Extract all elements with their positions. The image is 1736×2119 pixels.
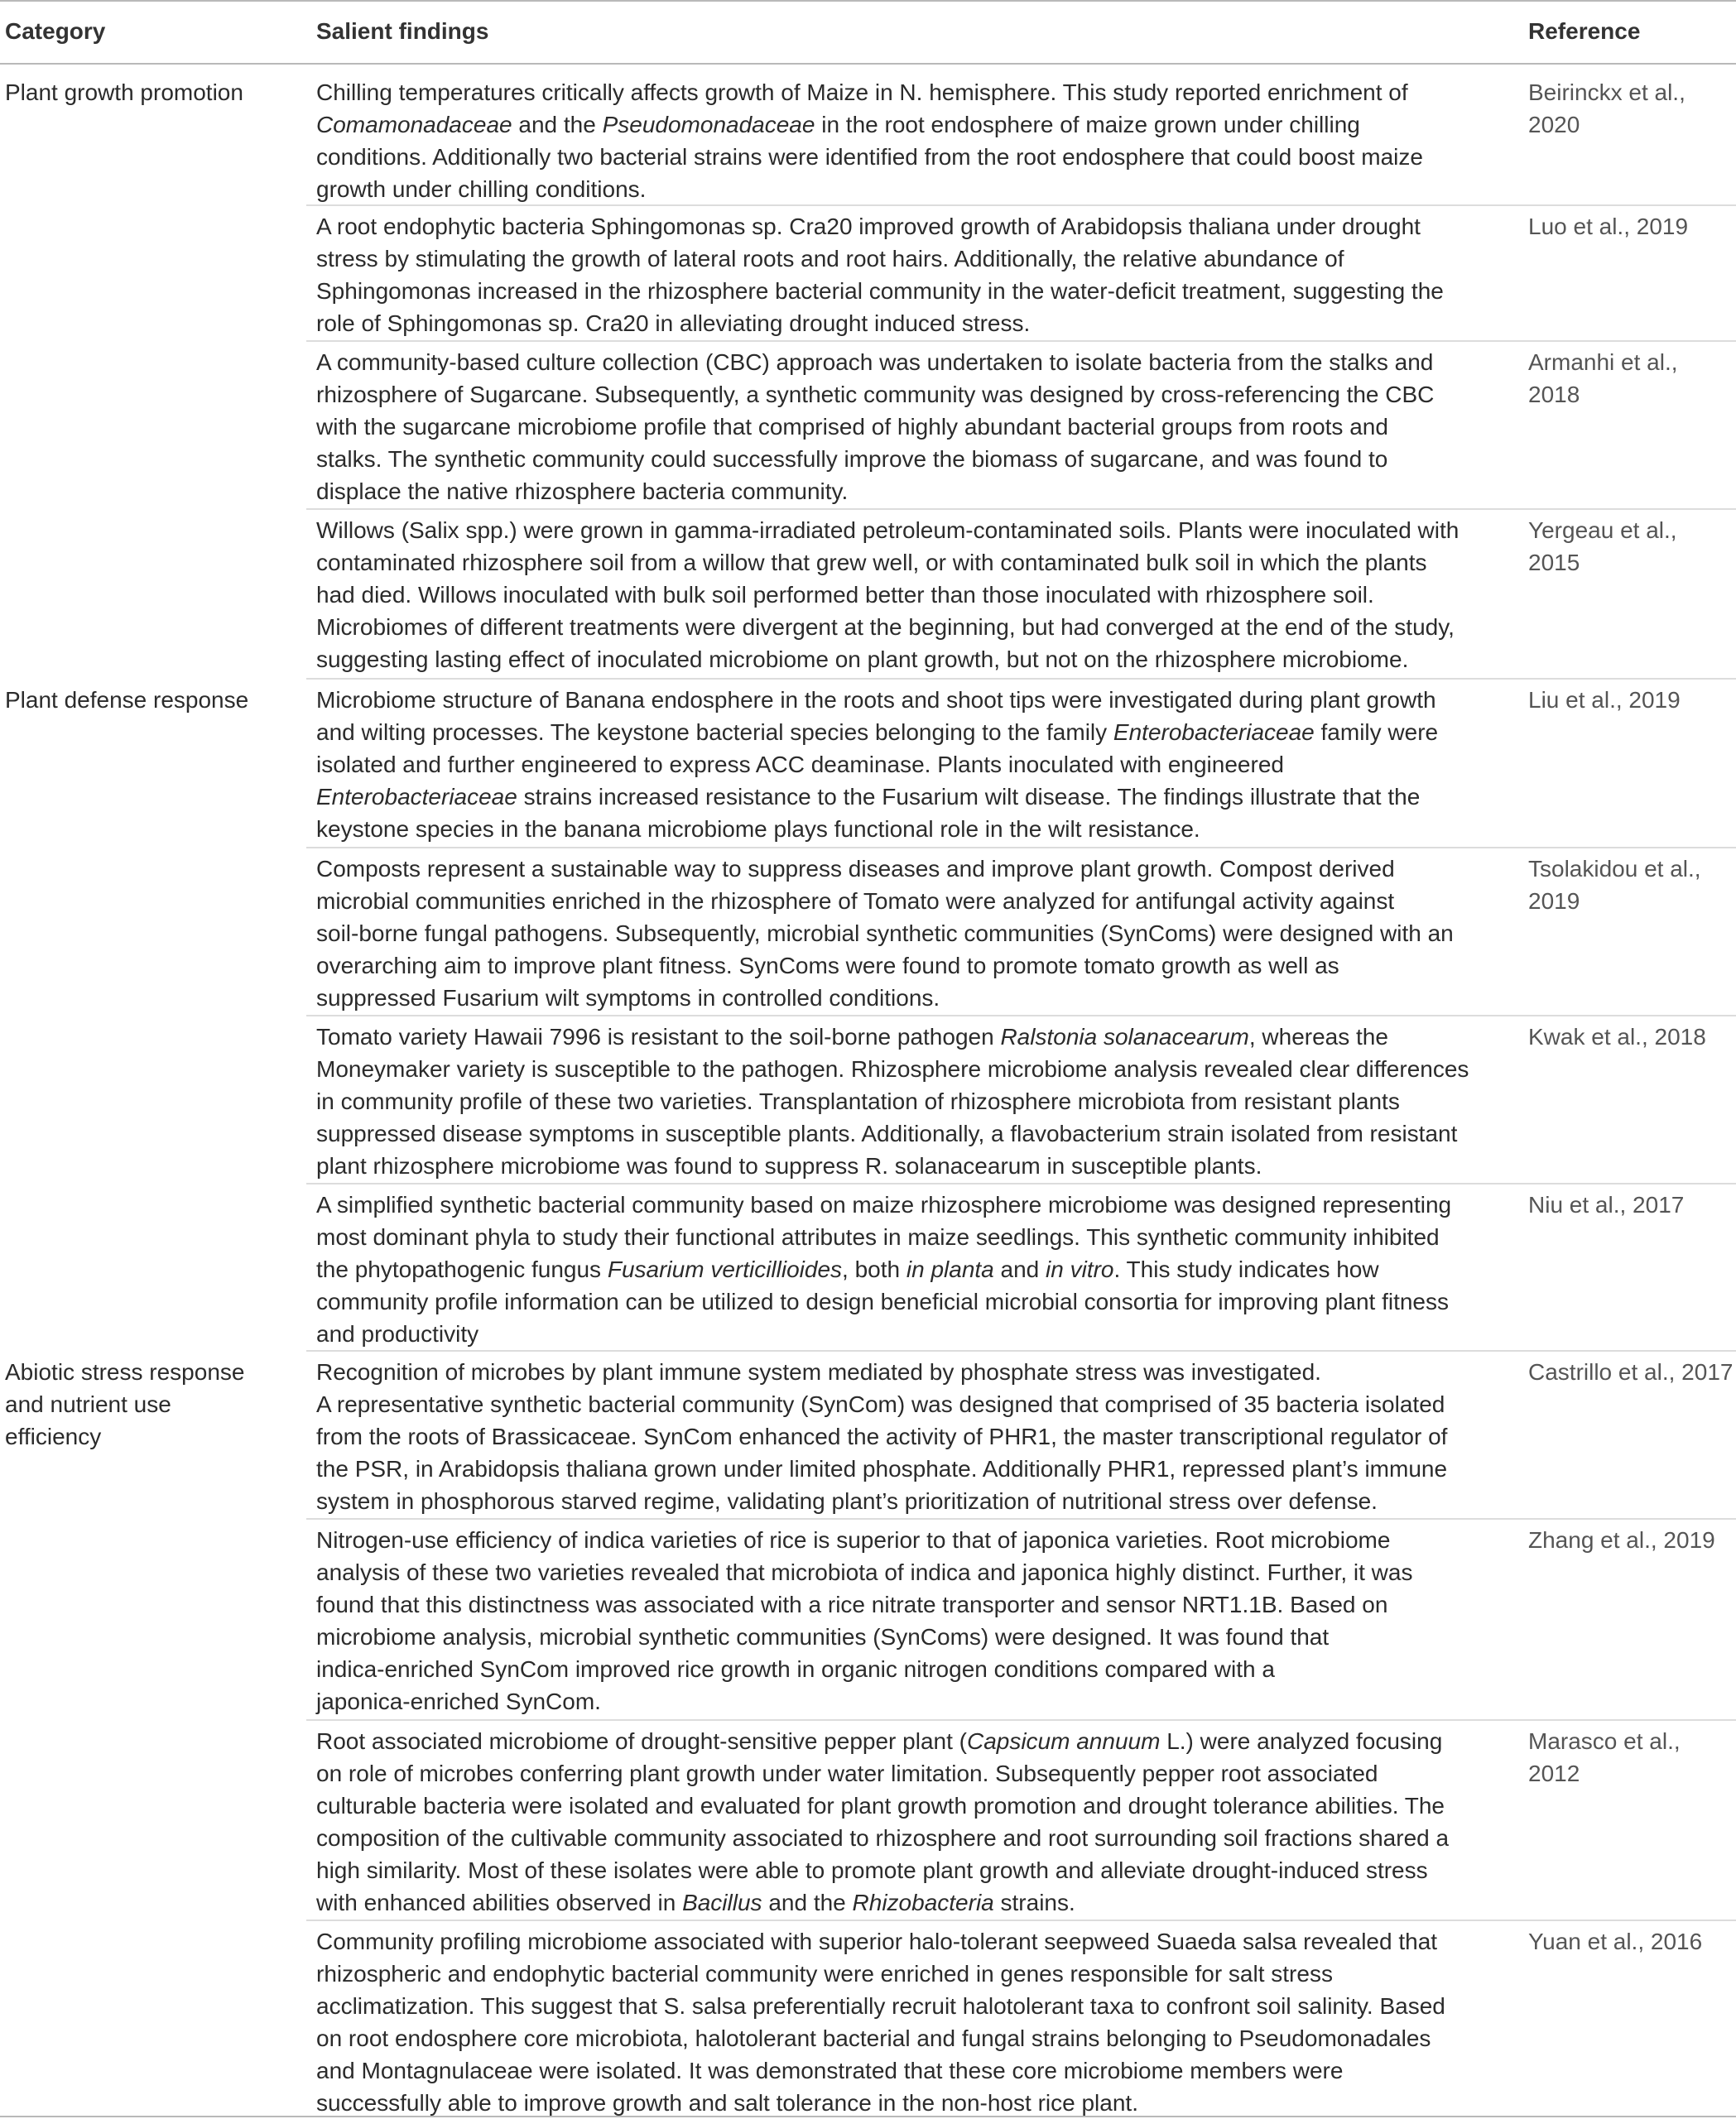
text-segment: system in phosphorous starved regime, validating plant’s prioritization of nutritional stress over defense. [316, 1488, 1378, 1514]
finding-line [316, 210, 1467, 243]
italic-term: in planta [906, 1257, 994, 1282]
finding-text [316, 210, 1467, 339]
reference-cell [1528, 1356, 1735, 1388]
finding-line [316, 275, 1467, 307]
text-segment: stress by stimulating the growth of lateral roots and root hairs. Additionally, the relative abundance of [316, 246, 1344, 271]
reference-line: 2015 [1528, 550, 1580, 575]
finding-line [316, 949, 1467, 982]
finding-line [316, 1453, 1467, 1485]
text-segment: role of Sphingomonas sp. Cra20 in alleviating drought induced stress. [316, 310, 1031, 336]
text-segment: found that this distinctness was associated with a rice nitrate transporter and sensor NRT1.1B. Based on [316, 1592, 1388, 1617]
text-segment: high similarity. Most of these isolates were able to promote plant growth and alleviate drought-induced stress [316, 1857, 1428, 1883]
text-segment: Root associated microbiome of drought-sensitive pepper plant ( [316, 1728, 967, 1754]
text-segment: . This study indicates how [1113, 1257, 1379, 1282]
finding-line [316, 684, 1467, 716]
finding-text [316, 346, 1467, 507]
finding-line [316, 716, 1467, 748]
finding-line [316, 1822, 1467, 1854]
text-segment: microbiome analysis, microbial synthetic communities (SynComs) were designed. It was found that [316, 1624, 1330, 1650]
text-segment: growth under chilling conditions. [316, 176, 647, 202]
text-segment: L.) were analyzed focusing [1160, 1728, 1443, 1754]
finding-line [316, 1653, 1467, 1685]
text-segment: and [993, 1257, 1046, 1282]
finding-text [316, 1356, 1467, 1517]
reference-line: Kwak et al., 2018 [1528, 1024, 1706, 1050]
finding-text [316, 853, 1467, 1014]
text-segment: Willows (Salix spp.) were grown in gamma-irradiated petroleum-contaminated soils. Plants were inoculated with [316, 517, 1459, 543]
text-segment: displace the native rhizosphere bacteria community. [316, 478, 849, 504]
italic-term: Fusarium verticillioides [607, 1257, 843, 1282]
finding-line [316, 1221, 1467, 1253]
text-segment: and productivity [316, 1321, 479, 1347]
finding-line [316, 2087, 1467, 2119]
text-segment: strains. [993, 1890, 1075, 1915]
text-segment: conditions. Additionally two bacterial strains were identified from the root endosphere that could boost maize [316, 144, 1423, 170]
finding-text [316, 76, 1467, 205]
finding-line [316, 1757, 1467, 1790]
finding-text [316, 1524, 1467, 1718]
italic-term: in vitro [1046, 1257, 1114, 1282]
table-header [0, 0, 1736, 65]
finding-line [316, 1189, 1467, 1221]
text-segment: Microbiome structure of Banana endosphere in the roots and shoot tips were investigated during plant growth [316, 687, 1436, 713]
italic-term: Bacillus [682, 1890, 762, 1915]
finding-line [316, 1854, 1467, 1886]
row-divider [306, 1183, 1736, 1184]
finding-line [316, 2022, 1467, 2054]
italic-term: Enterobacteriaceae [316, 784, 517, 810]
reference-line: 2020 [1528, 112, 1580, 137]
reference-cell [1528, 853, 1735, 917]
finding-line [316, 307, 1467, 339]
text-segment: overarching aim to improve plant fitness. SynComs were found to promote tomato growth as well as [316, 953, 1339, 978]
text-segment: A simplified synthetic bacterial community based on maize rhizosphere microbiome was designed representing [316, 1192, 1452, 1218]
finding-line [316, 1725, 1467, 1757]
category-abiotic-line-2: and nutrient use [5, 1391, 171, 1417]
text-segment: on root endosphere core microbiota, halotolerant bacterial and fungal strains belonging to Pseudomonadales [316, 2025, 1431, 2051]
reference-line: Yergeau et al., [1528, 517, 1677, 543]
category-abiotic-line-3: efficiency [5, 1424, 102, 1449]
finding-line [316, 885, 1467, 917]
text-segment: A representative synthetic bacterial community (SynCom) was designed that comprised of 35 bacteria isolated [316, 1391, 1445, 1417]
finding-line [316, 2054, 1467, 2087]
text-segment: Nitrogen-use efficiency of indica varieties of rice is superior to that of japonica varieties. Root microbiome [316, 1527, 1391, 1553]
text-segment: acclimatization. This suggest that S. salsa preferentially recruit halotolerant taxa to confront soil salinity. Based [316, 1993, 1445, 2019]
finding-line [316, 1356, 1467, 1388]
finding-text [316, 514, 1467, 675]
text-segment: soil-borne fungal pathogens. Subsequently, microbial synthetic communities (SynComs) were designed with an [316, 920, 1454, 946]
reference-cell [1528, 1925, 1735, 1958]
finding-line [316, 1588, 1467, 1621]
text-segment: and wilting processes. The keystone bacterial species belonging to the family [316, 719, 1113, 745]
finding-line [316, 443, 1467, 475]
finding-text [316, 1725, 1467, 1919]
reference-line: Beirinckx et al., [1528, 79, 1686, 105]
finding-line [316, 579, 1467, 611]
finding-line [316, 1886, 1467, 1919]
finding-line [316, 1021, 1467, 1053]
header-category: Category [5, 18, 106, 44]
finding-line [316, 411, 1467, 443]
reference-line: Armanhi et al., [1528, 349, 1678, 375]
reference-line: Niu et al., 2017 [1528, 1192, 1685, 1218]
text-segment: Composts represent a sustainable way to suppress diseases and improve plant growth. Compost derived [316, 856, 1395, 882]
finding-line [316, 1925, 1467, 1958]
italic-term: Ralstonia solanacearum [1000, 1024, 1249, 1050]
text-segment: and the [512, 112, 603, 137]
reference-cell [1528, 1725, 1735, 1790]
finding-line [316, 1150, 1467, 1182]
text-segment: community profile information can be utilized to design beneficial microbial consortia for improving plant fitness [316, 1289, 1449, 1314]
finding-line [316, 611, 1467, 643]
finding-line [316, 1285, 1467, 1318]
reference-line: Yuan et al., 2016 [1528, 1929, 1703, 1954]
finding-line [316, 1420, 1467, 1453]
text-segment: with the sugarcane microbiome profile that comprised of highly abundant bacterial groups from roots and [316, 414, 1388, 440]
finding-line [316, 781, 1467, 813]
text-segment: japonica-enriched SynCom. [316, 1689, 601, 1714]
finding-line [316, 108, 1467, 141]
finding-line [316, 643, 1467, 675]
text-segment: Recognition of microbes by plant immune system mediated by phosphate stress was investigated. [316, 1359, 1321, 1385]
row-divider [306, 1350, 1736, 1352]
text-segment: rhizosphere of Sugarcane. Subsequently, a synthetic community was designed by cross-referencing the CBC [316, 382, 1435, 407]
finding-line [316, 378, 1467, 411]
text-segment: suggesting lasting effect of inoculated microbiome on plant growth, but not on the rhizosphere microbiome. [316, 646, 1409, 672]
text-segment: A community-based culture collection (CBC) approach was undertaken to isolate bacteria from the stalks and [316, 349, 1434, 375]
reference-cell [1528, 346, 1735, 411]
finding-line [316, 546, 1467, 579]
text-segment: successfully able to improve growth and salt tolerance in the non-host rice plant. [316, 2090, 1138, 2116]
text-segment: Sphingomonas increased in the rhizosphere bacterial community in the water-deficit treatment, suggesting the [316, 278, 1444, 304]
text-segment: in the root endosphere of maize grown under chilling [815, 112, 1360, 137]
row-divider [306, 508, 1736, 510]
text-segment: Microbiomes of different treatments were divergent at the beginning, but had converged at the end of the study, [316, 614, 1455, 640]
reference-line: Marasco et al., [1528, 1728, 1681, 1754]
finding-line [316, 514, 1467, 546]
text-segment: Moneymaker variety is susceptible to the pathogen. Rhizosphere microbiome analysis revealed clear differences [316, 1056, 1469, 1082]
text-segment: culturable bacteria were isolated and evaluated for plant growth promotion and drought tolerance abilities. The [316, 1793, 1445, 1819]
text-segment: contaminated rhizosphere soil from a willow that grew well, or with contaminated bulk soil in which the plants [316, 550, 1427, 575]
text-segment: stalks. The synthetic community could successfully improve the biomass of sugarcane, and was found to [316, 446, 1388, 472]
reference-line: Castrillo et al., 2017 [1528, 1359, 1734, 1385]
finding-line [316, 853, 1467, 885]
text-segment: from the roots of Brassicaceae. SynCom enhanced the activity of PHR1, the master transcriptional regulator of [316, 1424, 1448, 1449]
text-segment: family were [1314, 719, 1439, 745]
italic-term: Comamonadaceae [316, 112, 512, 137]
reference-cell [1528, 684, 1735, 716]
row-divider [306, 1015, 1736, 1016]
finding-line [316, 1253, 1467, 1285]
text-segment: A root endophytic bacteria Sphingomonas sp. Cra20 improved growth of Arabidopsis thaliana under drought [316, 214, 1421, 239]
header-reference: Reference [1528, 18, 1641, 44]
finding-line [316, 813, 1467, 845]
finding-text [316, 1189, 1467, 1350]
text-segment: analysis of these two varieties revealed that microbiota of indica and japonica highly distinct. Further, it was [316, 1559, 1413, 1585]
category-plant-defense-response: Plant defense response [5, 687, 249, 713]
finding-line [316, 748, 1467, 781]
finding-line [316, 141, 1467, 173]
reference-line: Tsolakidou et al., [1528, 856, 1701, 882]
reference-line: Zhang et al., 2019 [1528, 1527, 1715, 1553]
finding-line [316, 1117, 1467, 1150]
italic-term: Pseudomonadaceae [602, 112, 815, 137]
finding-line [316, 1990, 1467, 2022]
finding-line [316, 1556, 1467, 1588]
text-segment: plant rhizosphere microbiome was found to suppress R. solanacearum in susceptible plants. [316, 1153, 1262, 1179]
finding-line [316, 1318, 1467, 1350]
finding-line [316, 1685, 1467, 1718]
text-segment: Chilling temperatures critically affects growth of Maize in N. hemisphere. This study reported enrichment of [316, 79, 1408, 105]
finding-line [316, 1388, 1467, 1420]
category-plant-growth-promotion: Plant growth promotion [5, 79, 243, 105]
finding-line [316, 1790, 1467, 1822]
text-segment: on role of microbes conferring plant growth under water limitation. Subsequently pepper root associated [316, 1761, 1378, 1786]
text-segment: keystone species in the banana microbiome plays functional role in the wilt resistance. [316, 816, 1200, 842]
finding-line [316, 475, 1467, 507]
text-segment: suppressed disease symptoms in susceptible plants. Additionally, a flavobacterium strain isolated from resistant [316, 1121, 1458, 1146]
finding-text [316, 684, 1467, 845]
text-segment: the phytopathogenic fungus [316, 1257, 608, 1282]
text-segment: had died. Willows inoculated with bulk soil performed better than those inoculated with rhizosphere soil. [316, 582, 1374, 608]
text-segment: isolated and further engineered to express ACC deaminase. Plants inoculated with engineered [316, 752, 1284, 777]
text-segment: , both [842, 1257, 906, 1282]
finding-text [316, 1021, 1467, 1182]
row-divider [306, 1920, 1736, 1921]
reference-line: Luo et al., 2019 [1528, 214, 1689, 239]
text-segment: Tomato variety Hawaii 7996 is resistant to the soil-borne pathogen [316, 1024, 1001, 1050]
text-segment: the PSR, in Arabidopsis thaliana grown under limited phosphate. Additionally PHR1, repressed plant’s immune [316, 1456, 1448, 1482]
text-segment: composition of the cultivable community associated to rhizosphere and root surrounding soil fractions shared a [316, 1825, 1450, 1851]
reference-cell [1528, 514, 1735, 579]
finding-line [316, 917, 1467, 949]
finding-line [316, 173, 1467, 205]
reference-cell [1528, 76, 1735, 141]
finding-text [316, 1925, 1467, 2119]
finding-line [316, 1524, 1467, 1556]
row-divider [306, 1719, 1736, 1721]
reference-cell [1528, 210, 1735, 243]
text-segment: in community profile of these two varieties. Transplantation of rhizosphere microbiota from resistant plants [316, 1088, 1400, 1114]
reference-line: 2018 [1528, 382, 1580, 407]
text-segment: most dominant phyla to study their functional attributes in maize seedlings. This synthetic community inhibited [316, 1224, 1440, 1250]
text-segment: and Montagnulaceae were isolated. It was demonstrated that these core microbiome members were [316, 2058, 1344, 2083]
text-segment: indica-enriched SynCom improved rice growth in organic nitrogen conditions compared with a [316, 1656, 1275, 1682]
reference-line: 2019 [1528, 888, 1580, 914]
reference-cell [1528, 1524, 1735, 1556]
finding-line [316, 76, 1467, 108]
reference-line: 2012 [1528, 1761, 1580, 1786]
finding-line [316, 1621, 1467, 1653]
reference-cell [1528, 1189, 1735, 1221]
finding-line [316, 1053, 1467, 1085]
category-abiotic-line-1: Abiotic stress response [5, 1359, 245, 1385]
italic-term: Rhizobacteria [852, 1890, 994, 1915]
finding-line [316, 346, 1467, 378]
finding-line [316, 1958, 1467, 1990]
italic-term: Capsicum annuum [966, 1728, 1161, 1754]
row-divider [306, 678, 1736, 680]
row-divider [306, 847, 1736, 848]
row-divider [306, 1518, 1736, 1520]
italic-term: Enterobacteriaceae [1113, 719, 1315, 745]
finding-line [316, 982, 1467, 1014]
category-abiotic-stress [5, 1356, 295, 1453]
row-divider [306, 340, 1736, 342]
table-bottom-rule [0, 2116, 1736, 2117]
reference-cell [1528, 1021, 1735, 1053]
finding-line [316, 1485, 1467, 1517]
text-segment: suppressed Fusarium wilt symptoms in controlled conditions. [316, 985, 940, 1011]
finding-line [316, 243, 1467, 275]
text-segment: and the [762, 1890, 853, 1915]
header-findings: Salient findings [316, 18, 489, 44]
text-segment: with enhanced abilities observed in [316, 1890, 683, 1915]
text-segment: , whereas the [1248, 1024, 1388, 1050]
finding-line [316, 1085, 1467, 1117]
text-segment: rhizospheric and endophytic bacterial community were enriched in genes responsible for salt stress [316, 1961, 1333, 1987]
text-segment: Community profiling microbiome associated with superior halo-tolerant seepweed Suaeda salsa revealed that [316, 1929, 1438, 1954]
text-segment: microbial communities enriched in the rhizosphere of Tomato were analyzed for antifungal activity against [316, 888, 1395, 914]
reference-line: Liu et al., 2019 [1528, 687, 1681, 713]
text-segment: strains increased resistance to the Fusarium wilt disease. The findings illustrate that the [517, 784, 1421, 810]
